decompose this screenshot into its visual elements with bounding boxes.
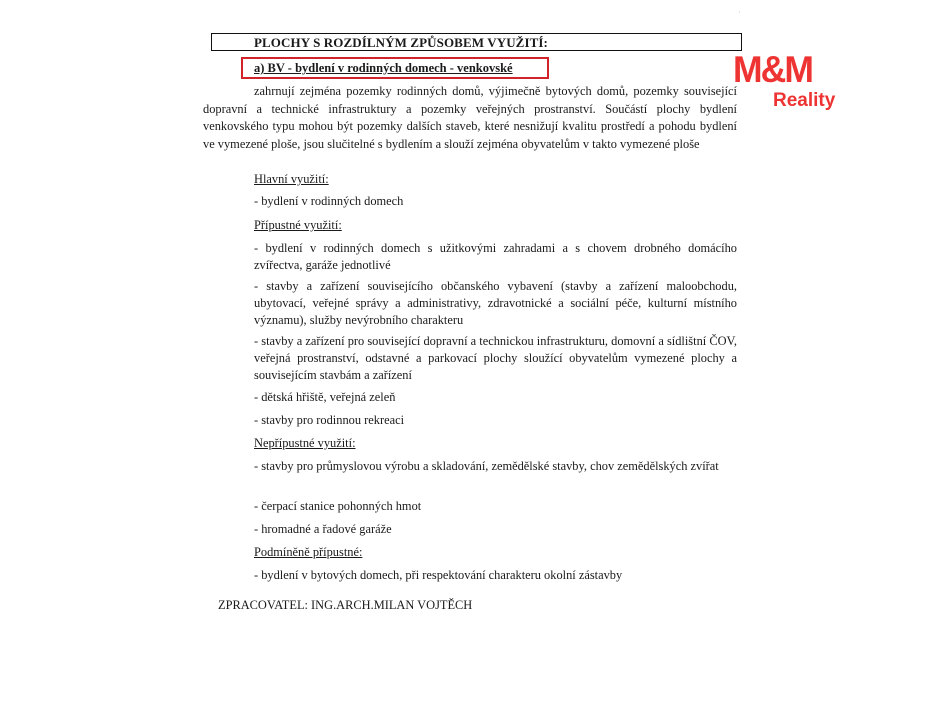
conditional-use-item: - bydlení v bytových domech, při respektování charakteru okolní zástavby — [254, 568, 623, 582]
scan-speck: · — [738, 8, 741, 17]
logo-mark: M&M — [733, 49, 813, 90]
logo-name: Reality — [773, 90, 836, 111]
forbidden-use-item: - stavby pro průmyslovou výrobu a skladování, zemědělské stavby, chov zemědělských zvířat — [254, 459, 719, 473]
brand-logo — [733, 50, 843, 120]
section-heading: a) BV - bydlení v rodinných domech - venkovské — [254, 61, 513, 75]
permitted-use-item: - bydlení v rodinných domech s užitkovými zahradami a s chovem drobného domácího zvířectva, garáže jednotlivé — [254, 241, 737, 272]
page-title: PLOCHY S ROZDÍLNÝM ZPŮSOBEM VYUŽITÍ: — [254, 35, 548, 50]
forbidden-use-item: - čerpací stanice pohonných hmot — [254, 499, 422, 513]
permitted-use-item: - stavby a zařízení souvisejícího občanského vybavení (stavby a zařízení maloobchodu, ubytovací, veřejné správy a administrativy, zdravotnické a sociální péče, kulturní místního významu), služby nevýrobního charakteru — [254, 279, 737, 327]
forbidden-use-label: Nepřípustné využití: — [254, 436, 356, 450]
permitted-use-item: - stavby pro rodinnou rekreaci — [254, 413, 405, 427]
author-footer: ZPRACOVATEL: ING.ARCH.MILAN VOJTĚCH — [218, 598, 473, 612]
permitted-use-item: - stavby a zařízení pro související dopravní a technickou infrastrukturu, domovní a sídlištní ČOV, veřejná prostranství, odstavné a parkovací plochy sloužící obyvatelům vymezené plochy a souvisejícím stavbám a zařízení — [254, 334, 737, 382]
permitted-use-label: Přípustné využití: — [254, 218, 342, 232]
permitted-use-item: - dětská hřiště, veřejná zeleň — [254, 390, 396, 404]
conditional-use-label: Podmíněně přípustné: — [254, 545, 363, 559]
main-use-label: Hlavní využití: — [254, 172, 329, 186]
main-use-item: - bydlení v rodinných domech — [254, 194, 404, 208]
forbidden-use-item: - hromadné a řadové garáže — [254, 522, 392, 536]
section-intro: zahrnují zejména pozemky rodinných domů, výjimečně bytových domů, pozemky související dopravní a technické infrastruktury a pozemky veřejných prostranství. Součástí plochy bydlení venkovského typu mohou být pozemky dalších staveb, které nesnižují kvalitu prostředí a pohodu bydlení ve vymezené ploše, jsou slučitelné s bydlením a slouží zejména obyvatelům v takto vymezené ploše — [203, 84, 737, 151]
